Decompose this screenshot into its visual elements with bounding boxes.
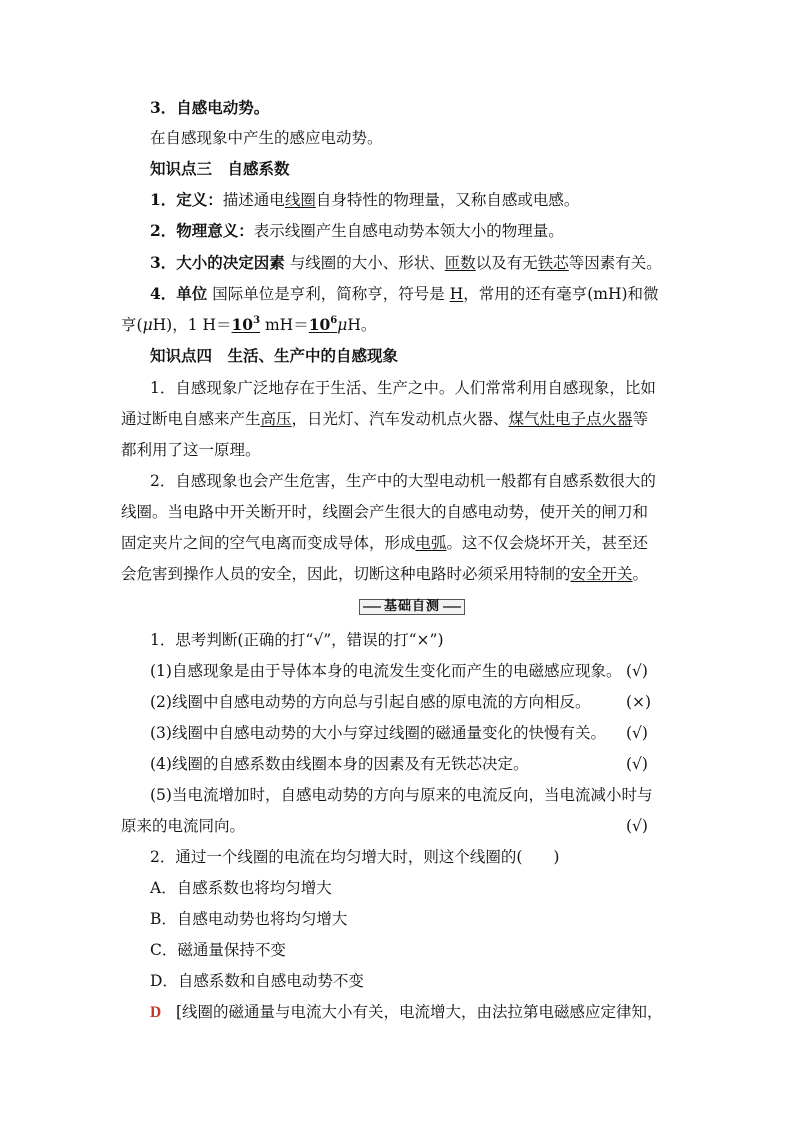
knowledge-point-4-title: 知识点四 生活、生产中的自感现象 bbox=[150, 346, 399, 365]
unit-text-b: ，常用的还有毫亨(mH)和微 bbox=[463, 285, 659, 303]
k4-p2-text-d: 。 bbox=[632, 565, 649, 583]
q2-answer: D bbox=[150, 1004, 162, 1021]
definition-text-b: 自身特性的物理量，又称自感或电感。 bbox=[315, 191, 580, 209]
k4-p2-line1: 2．自感现象也会产生危害，生产中的大型电动机一般都有自感系数很大的 bbox=[150, 472, 656, 490]
section-banner bbox=[359, 599, 465, 615]
unit2-text-a: 亨( bbox=[121, 316, 143, 334]
k4-p1-text-b: ，日光灯、汽车发动机点火器、 bbox=[291, 410, 509, 428]
factor-text-a: 与线圈的大小、形状、 bbox=[289, 254, 445, 272]
section-3-heading: 3．自感电动势。 bbox=[150, 98, 270, 117]
definition-underline: 线圈 bbox=[284, 191, 316, 209]
q1-mark-1: (√) bbox=[626, 662, 648, 680]
k4-p1-line1: 1．自感现象广泛地存在于生活、生产之中。人们常常利用自感现象，比如 bbox=[150, 379, 656, 397]
k4-p1-text-c: 等 bbox=[632, 410, 649, 428]
factor-text-c: 等因素有关。 bbox=[568, 254, 662, 272]
q1-item-1: (1)自感现象是由于导体本身的电流发生变化而产生的电磁感应现象。 bbox=[150, 662, 622, 680]
q2-option-a: A．自感系数也将均匀增大 bbox=[150, 879, 332, 897]
k4-p2-text-b: 。这不仅会烧坏开关，甚至还 bbox=[446, 534, 649, 552]
k4-p1-line3: 都利用了这一原理。 bbox=[121, 441, 261, 459]
k4-p1-text-a: 通过断电自感来产生 bbox=[121, 410, 261, 428]
q1-mark-5: (√) bbox=[626, 817, 648, 835]
meaning-line bbox=[150, 220, 564, 242]
unit2-base-10a: 10 bbox=[231, 315, 254, 334]
q1-item-3: (3)线圈中自感电动势的大小与穿过线圈的磁通量变化的快慢有关。 bbox=[150, 724, 606, 742]
unit-underline-symbol: H bbox=[449, 285, 464, 303]
unit2-exp-3: 3 bbox=[253, 314, 261, 326]
section-3-body: 在自感现象中产生的感应电动势。 bbox=[150, 129, 383, 147]
factor-underline-core: 铁芯 bbox=[537, 254, 569, 272]
definition-text-a: 描述通电 bbox=[222, 191, 285, 209]
q2-answer-line bbox=[150, 1001, 663, 1024]
unit2-text-d: H。 bbox=[347, 316, 377, 334]
unit2-power-3 bbox=[232, 315, 261, 334]
unit-label: 4．单位 bbox=[150, 284, 208, 303]
unit2-base-10b: 10 bbox=[308, 315, 331, 334]
q2-option-d: D．自感系数和自感电动势不变 bbox=[150, 972, 364, 990]
k4-p1-line2 bbox=[121, 408, 648, 430]
q1-title: 1．思考判断(正确的打“√”，错误的打“×”) bbox=[150, 631, 444, 649]
unit2-power-6 bbox=[309, 315, 338, 334]
k4-p2-text-a: 固定夹片之间的空气电离而变成导体，形成 bbox=[121, 534, 416, 552]
q2-explanation: [线圈的磁通量与电流大小有关，电流增大，由法拉第电磁感应定律知， bbox=[175, 1003, 663, 1021]
unit2-mu-2: μ bbox=[337, 316, 348, 334]
unit-line-2 bbox=[121, 314, 376, 336]
unit2-text-c: mH＝ bbox=[260, 316, 309, 334]
k4-p2-text-c: 会危害到操作人员的安全，因此，切断这种电路时必须采用特制的 bbox=[121, 565, 571, 583]
k4-p2-line3 bbox=[121, 532, 648, 554]
q1-item-4: (4)线圈的自感系数由线圈本身的因素及有无铁芯决定。 bbox=[150, 755, 529, 773]
k4-p1-underline-high-voltage: 高压 bbox=[260, 410, 292, 428]
q2-title: 2．通过一个线圈的电流在均匀增大时，则这个线圈的( ) bbox=[150, 848, 560, 866]
meaning-label: 2．物理意义： bbox=[150, 221, 254, 240]
unit-text-a: 国际单位是亨利，简称亨，符号是 bbox=[212, 285, 445, 303]
meaning-text: 表示线圈产生自感电动势本领大小的物理量。 bbox=[253, 222, 564, 240]
q1-mark-4: (√) bbox=[626, 755, 648, 773]
q2-option-b: B．自感电动势也将均匀增大 bbox=[150, 910, 348, 928]
k4-p2-line4 bbox=[121, 563, 648, 585]
q2-option-c: C．磁通量保持不变 bbox=[150, 941, 286, 959]
definition-line bbox=[150, 189, 579, 211]
factor-line bbox=[150, 252, 662, 274]
q1-item-5-line2: 原来的电流同向。 bbox=[121, 817, 246, 835]
q1-item-5-line1: (5)当电流增加时，自感电动势的方向与原来的电流反向，当电流减小时与 bbox=[150, 786, 653, 804]
unit-line-1 bbox=[150, 283, 659, 305]
unit2-exp-6: 6 bbox=[330, 314, 338, 326]
q1-item-2: (2)线圈中自感电动势的方向总与引起自感的原电流的方向相反。 bbox=[150, 693, 591, 711]
q1-mark-2: (×) bbox=[626, 693, 652, 711]
unit2-mu: μ bbox=[142, 316, 153, 334]
k4-p2-underline-arc: 电弧 bbox=[415, 534, 447, 552]
factor-underline-turns: 匝数 bbox=[444, 254, 476, 272]
k4-p1-underline-igniter: 煤气灶电子点火器 bbox=[508, 410, 633, 428]
k4-p2-underline-safety-switch: 安全开关 bbox=[570, 565, 633, 583]
factor-label: 3．大小的决定因素 bbox=[150, 253, 285, 272]
knowledge-point-3-title: 知识点三 自感系数 bbox=[150, 159, 290, 178]
banner-right-rule bbox=[443, 606, 461, 608]
q1-mark-3: (√) bbox=[626, 724, 648, 742]
banner-title: 基础自测 bbox=[383, 599, 440, 614]
unit2-text-b: H)，1 H＝ bbox=[152, 316, 232, 334]
factor-text-b: 以及有无 bbox=[475, 254, 538, 272]
definition-label: 1．定义： bbox=[150, 190, 223, 209]
k4-p2-line2: 线圈。当电路中开关断开时，线圈会产生很大的自感电动势，使开关的闸刀和 bbox=[121, 503, 649, 521]
